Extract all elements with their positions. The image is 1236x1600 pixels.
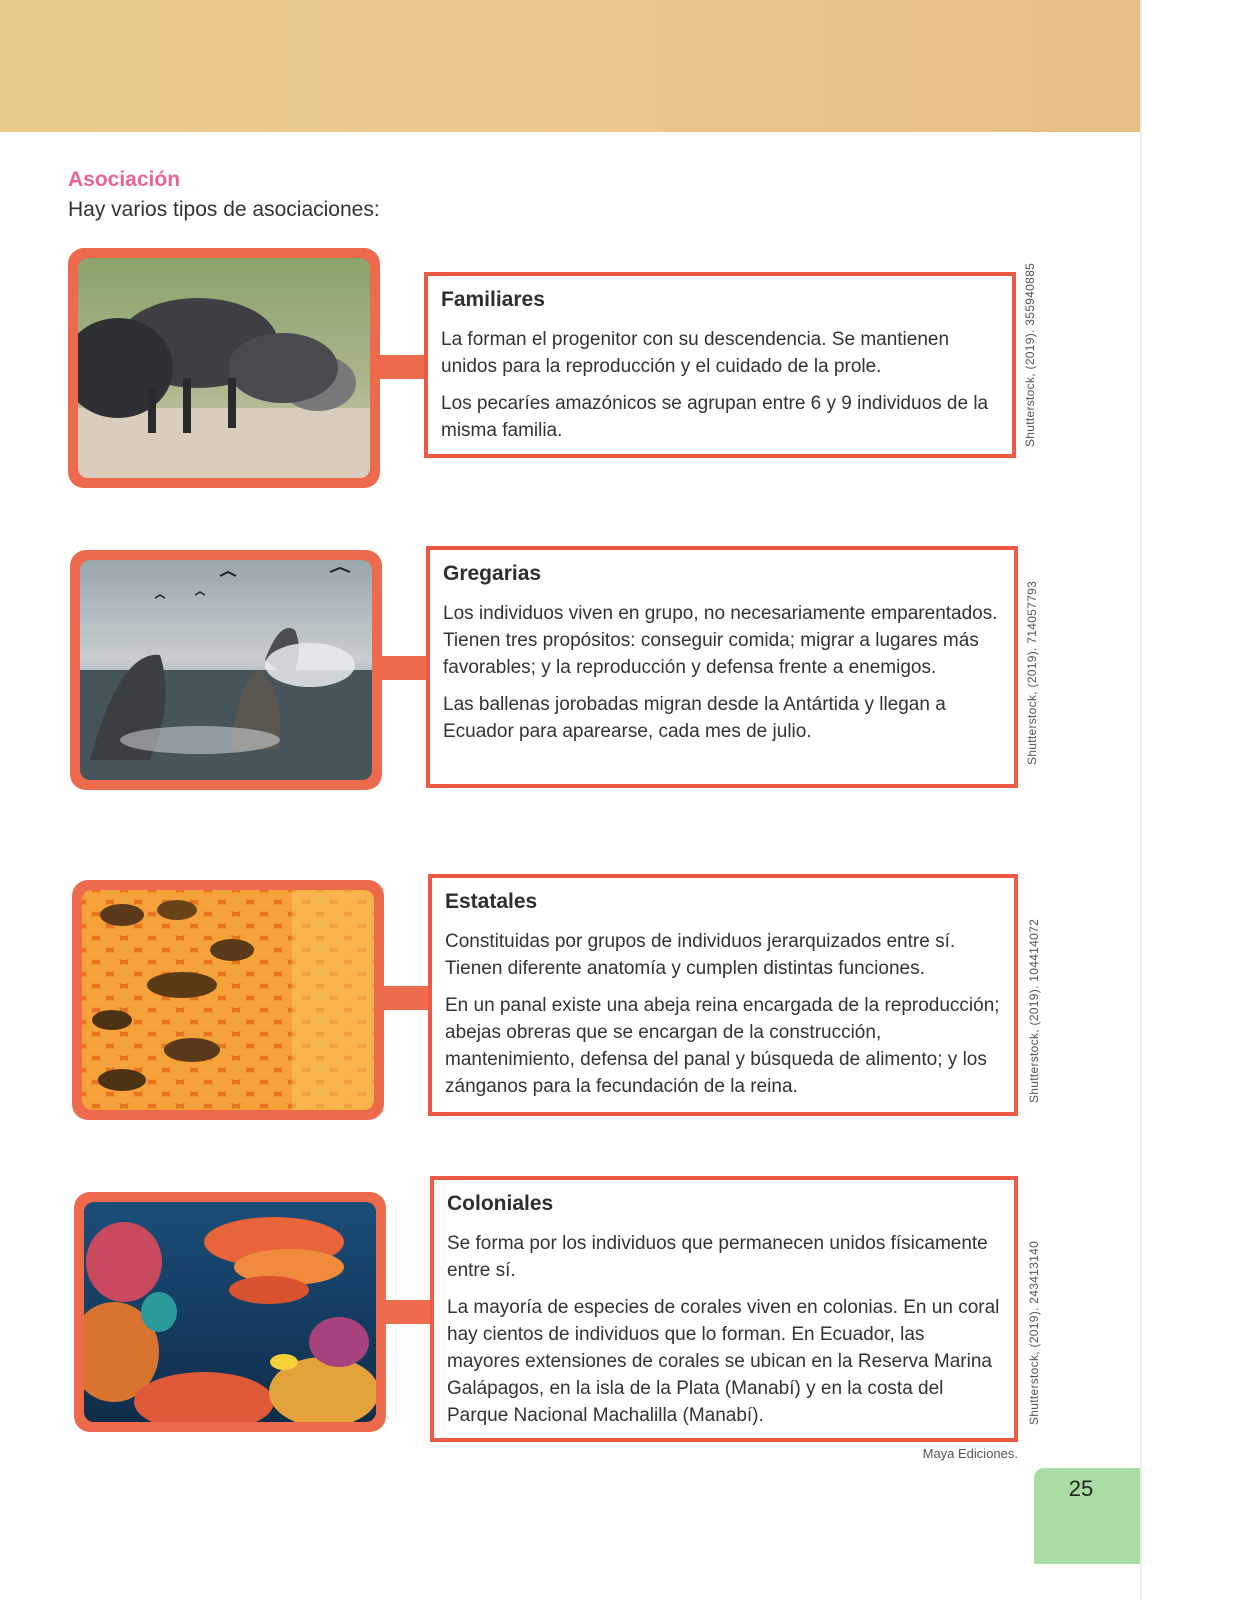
coral-reef-photo	[84, 1202, 376, 1422]
card-gregarias	[426, 546, 1018, 788]
connector-coloniales	[384, 1300, 434, 1324]
card-paragraph: Se forma por los individuos que permanecen unidos físicamente entre sí.	[447, 1233, 988, 1281]
photo-frame-familiares	[68, 248, 380, 488]
connector-familiares	[378, 355, 428, 379]
header-band	[0, 0, 1140, 132]
card-paragraph: En un panal existe una abeja reina encargada de la reproducción; abejas obreras que se encargan de la construcción, mantenimiento, defensa del panal y búsqueda de alimento; y los zánganos para la fecundación de la reina.	[445, 995, 1000, 1097]
photo-credit: Shutterstock, (2019). 243413140	[1027, 1240, 1041, 1426]
publisher-credit: Maya Ediciones.	[922, 1446, 1018, 1461]
photo-frame-coloniales	[74, 1192, 386, 1432]
photo-credit: Shutterstock, (2019). 104414072	[1027, 918, 1041, 1104]
connector-estatales	[382, 986, 432, 1010]
photo-frame-gregarias	[70, 550, 382, 790]
page-number: 25	[1068, 1476, 1094, 1501]
card-paragraph: La mayoría de especies de corales viven en colonias. En un coral hay cientos de individuos que lo forman. En Ecuador, las mayores extensiones de corales se ubican en la Reserva Marina Galápagos, en la isla de la Plata (Manabí) y en la costa del Parque Nacional Machalilla (Manabí).	[447, 1297, 1000, 1426]
card-title: Estatales	[445, 890, 538, 913]
card-paragraph: Los pecaríes amazónicos se agrupan entre 6 y 9 individuos de la misma familia.	[441, 393, 989, 441]
page-edge	[1140, 0, 1236, 1600]
honeycomb-bees-photo	[82, 890, 374, 1110]
card-estatales	[428, 874, 1018, 1116]
card-paragraph: La forman el progenitor con su descendencia. Se mantienen unidos para la reproducción y el cuidado de la prole.	[441, 329, 950, 377]
card-title: Familiares	[441, 288, 545, 311]
card-familiares	[424, 272, 1016, 458]
card-paragraph: Constituidas por grupos de individuos jerarquizados entre sí. Tienen diferente anatomía y cumplen distintas funciones.	[445, 931, 956, 979]
peccaries-photo	[78, 258, 370, 478]
card-paragraph: Las ballenas jorobadas migran desde la Antártida y llegan a Ecuador para aparearse, cada mes de julio.	[443, 694, 946, 742]
photo-credit: Shutterstock, (2019). 714057793	[1025, 580, 1039, 766]
card-paragraph: Los individuos viven en grupo, no necesariamente emparentados. Tienen tres propósitos: conseguir comida; migrar a lugares más favorables; y la reproducción y defensa frente a enemigos.	[443, 603, 998, 678]
photo-frame-estatales	[72, 880, 384, 1120]
photo-credit: Shutterstock, (2019). 355940885	[1023, 262, 1037, 448]
section-intro: Hay varios tipos de asociaciones:	[68, 198, 380, 221]
connector-gregarias	[380, 656, 430, 680]
card-title: Gregarias	[443, 562, 542, 585]
card-title: Coloniales	[447, 1192, 554, 1215]
card-coloniales	[430, 1176, 1018, 1442]
humpback-whales-photo	[80, 560, 372, 780]
section-title: Asociación	[68, 168, 181, 191]
